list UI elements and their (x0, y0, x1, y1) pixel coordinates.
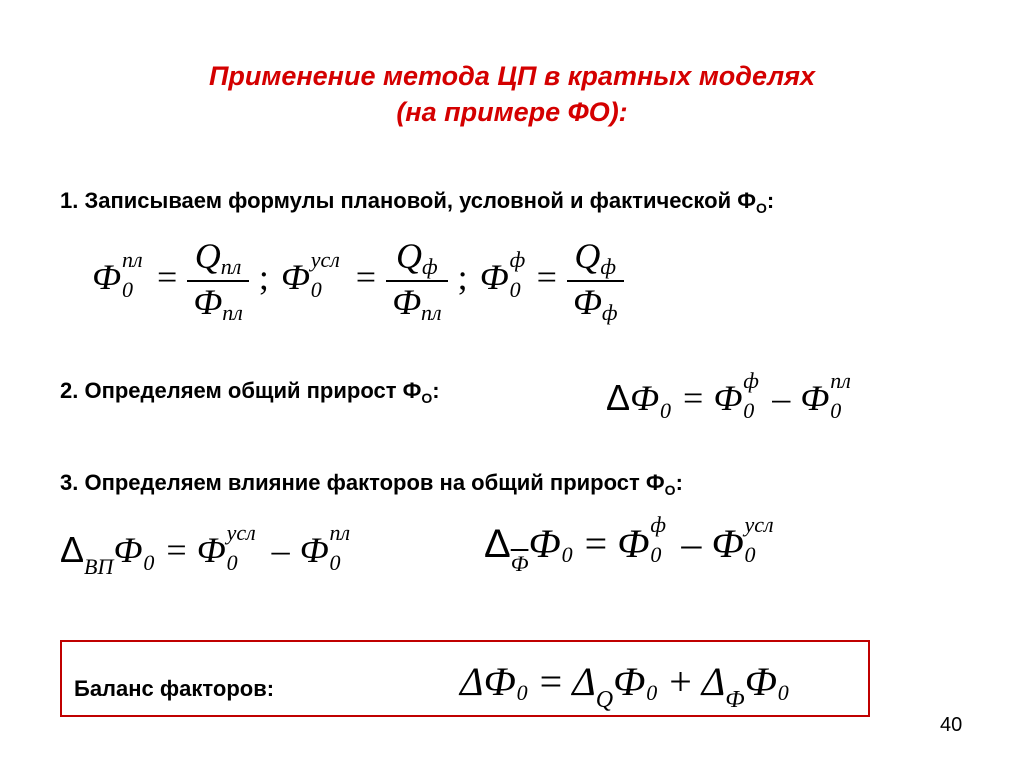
equals-sign: = (536, 257, 557, 298)
balance-formula: ΔФ 0 = $\Delta_QФ$ 0 + $\Delta_ФФ$ 0 (460, 659, 789, 713)
step-2-colon: : (432, 378, 440, 403)
step-2-subscript: О (421, 390, 433, 406)
assets-factor-formula: $\Delta_ФФ$ 0 = Ф ф 0 – Ф усл 0 (484, 512, 774, 576)
step-3-colon: : (675, 470, 683, 495)
balance-label: Баланс факторов: (74, 676, 275, 701)
fo-fact-symbol: Ф ф 0 (479, 247, 526, 303)
separator: ; (457, 257, 468, 298)
formulas-row (92, 238, 624, 324)
step-3-subscript: О (664, 482, 676, 498)
step-1-subscript: О (756, 200, 767, 216)
slide-title-line-2: (на примере ФО): (396, 97, 628, 127)
fo-plan-fraction: $\frac{Q_{пл}}{Ф_{пл}}$ (187, 238, 249, 324)
equals-sign: = (156, 257, 178, 298)
equals-sign: = (355, 257, 377, 298)
step-2-heading (60, 378, 440, 411)
step-2-text: 2. Определяем общий прирост Ф (60, 378, 422, 403)
separator: ; (258, 257, 269, 298)
fo-fact-fraction: $\frac{Q_ф}{Ф_ф}$ (567, 238, 624, 324)
slide-title-line-1: Применение метода ЦП в кратных моделях (208, 61, 816, 91)
volume-factor-formula: $\Delta_{ВП}Ф$ 0 = Ф усл 0 – Ф пл 0 (60, 520, 351, 579)
step-1-heading (60, 188, 774, 221)
total-growth-formula: ΔФ 0 = Ф ф 0 – Ф пл 0 (606, 368, 851, 423)
step-3-text: 3. Определяем влияние факторов на общий прирост Ф (60, 470, 665, 495)
step-1-colon: : (766, 188, 775, 213)
fo-plan-symbol: Ф пл 0 (92, 247, 143, 303)
step-3-heading (60, 470, 683, 503)
fo-cond-fraction: $\frac{Q_ф}{Ф_{пл}}$ (386, 238, 448, 324)
page-number: 40 (940, 714, 963, 736)
slide-title (0, 58, 1024, 130)
step-1-text: 1. Записываем формулы плановой, условной и фактической Ф (60, 188, 757, 213)
fo-cond-symbol: Ф усл 0 (280, 247, 340, 303)
